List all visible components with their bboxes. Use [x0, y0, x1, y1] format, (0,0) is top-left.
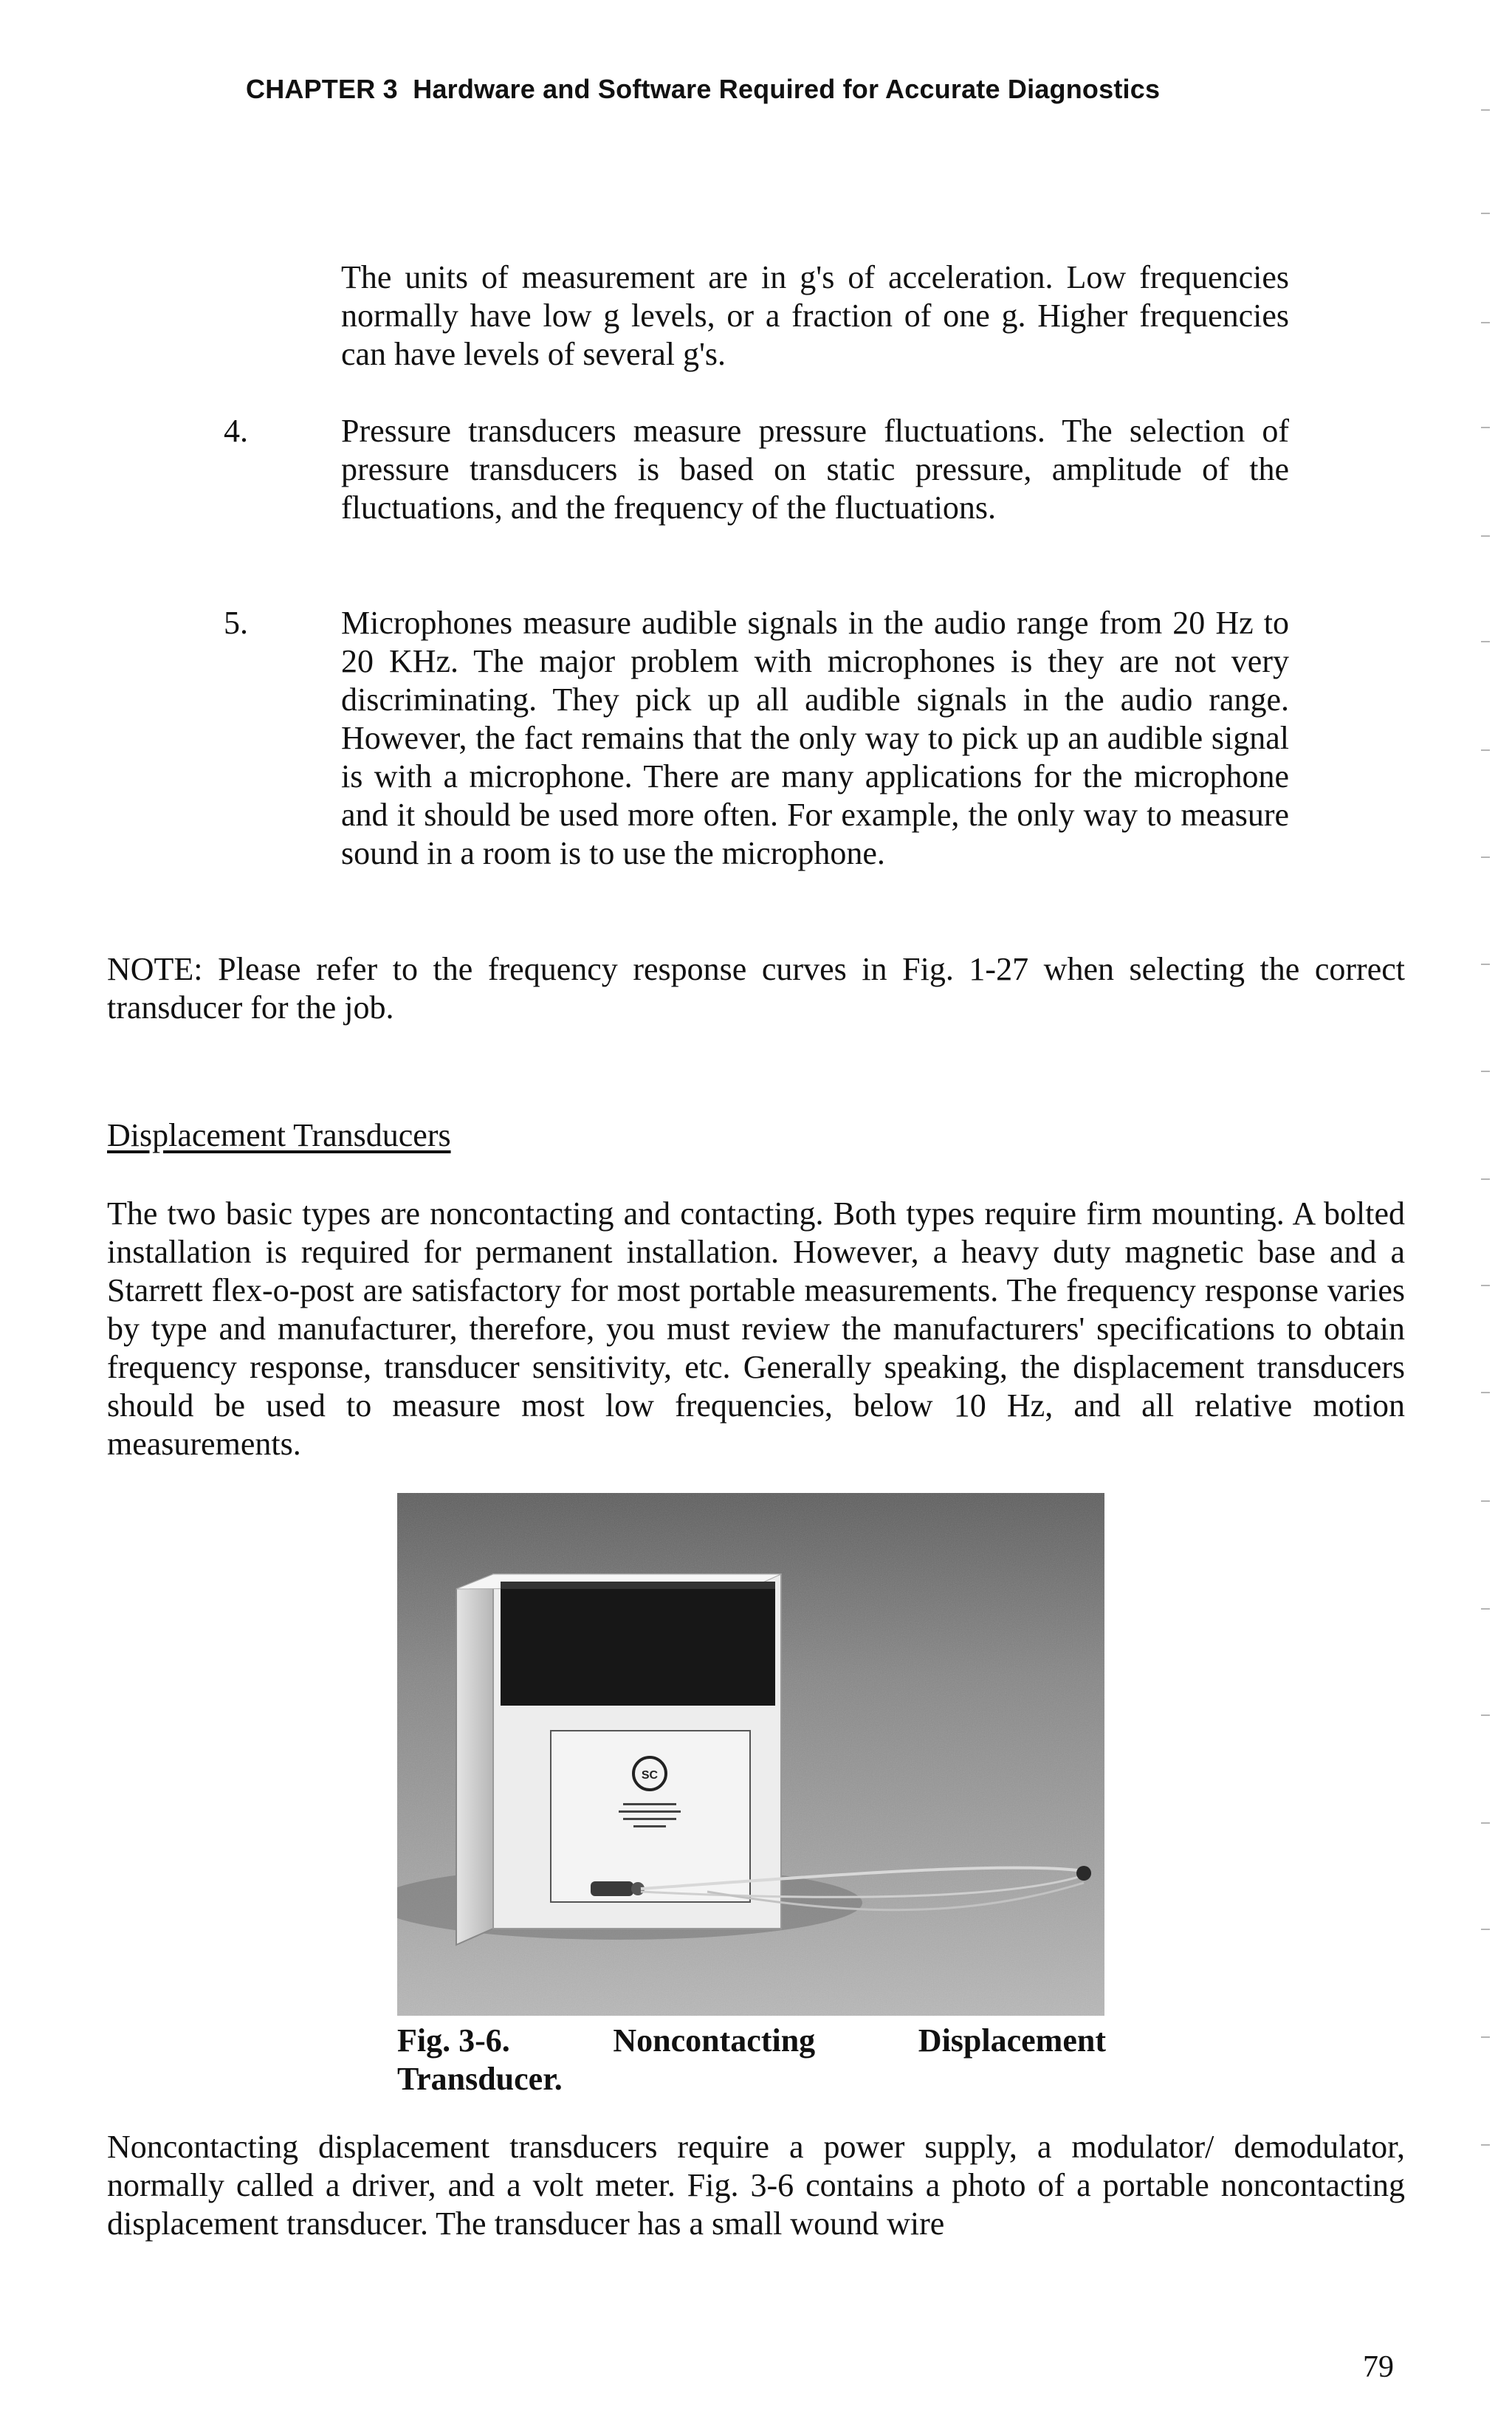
list-item-microphones: Microphones measure audible signals in the audio range from 20 Hz to 20 KHz. The major problem with microphones is they are not very discriminating. They pick up all audible signals in the audio range. However, the fact remains that the only way to pick up an audible signal is with a microphone. There are many applications for the microphone and it should be used more often. For example, the only way to measure sound in a room is to use the microphone.: [341, 605, 1289, 871]
figure-caption-line-2: Transducer.: [397, 2061, 563, 2097]
margin-mark: [1481, 964, 1490, 965]
margin-mark: [1481, 2144, 1490, 2146]
margin-mark: [1481, 535, 1490, 537]
list-item-pressure-transducers: Pressure transducers measure pressure fluctuations. The selection of pressure transducers is based on static pressure, amplitude of the fluctuations, and the frequency of the fluctuations.: [341, 413, 1289, 526]
section-heading: Displacement Transducers: [107, 1117, 451, 1153]
svg-text:SC: SC: [641, 1769, 659, 1782]
margin-mark: [1481, 322, 1490, 323]
transducer-photo: [397, 1493, 1104, 2016]
margin-mark: [1481, 109, 1490, 111]
list-number-4: 4.: [224, 413, 248, 449]
transducer-photo-image: [397, 1493, 1104, 2016]
figure-label: Fig. 3-6.: [397, 2022, 510, 2059]
page-number: 79: [1363, 2350, 1394, 2384]
figure-caption: [397, 2022, 1106, 2098]
margin-mark: [1481, 213, 1490, 214]
margin-mark: [1481, 427, 1490, 428]
margin-mark: [1481, 641, 1490, 642]
chapter-title: Hardware and Software Required for Accurate Diagnostics: [413, 74, 1161, 104]
figure-caption-line-1: [397, 2022, 1106, 2060]
note-paragraph: NOTE: Please refer to the frequency response curves in Fig. 1-27 when selecting the correct transducer for the job.: [107, 951, 1405, 1026]
margin-mark: [1481, 1285, 1490, 1286]
margin-mark: [1481, 1608, 1490, 1610]
list-number-5: 5.: [224, 605, 248, 641]
margin-mark: [1481, 857, 1490, 858]
margin-mark: [1481, 1822, 1490, 1824]
list-continuation-paragraph: The units of measurement are in g's of acceleration. Low frequencies normally have low g levels, or a fraction of one g. Higher frequencies can have levels of several g's.: [341, 259, 1289, 372]
margin-mark: [1481, 1500, 1490, 1502]
chapter-label: CHAPTER 3: [246, 74, 398, 104]
section-paragraph: The two basic types are noncontacting and contacting. Both types require firm mounting. A bolted installation is required for permanent installation. However, a heavy duty magnetic base and a Starrett flex-o-post are satisfactory for most portable measurements. The frequency response varies by type and manufacturer, therefore, you must review the manufacturers' specifications to obtain frequency response, transducer sensitivity, etc. Generally speaking, the displacement transducers should be used to measure most low frequencies, below 10 Hz, and all relative motion measurements.: [107, 1195, 1405, 1462]
margin-mark: [1481, 1929, 1490, 1930]
running-header: [246, 74, 1160, 105]
figure-caption-word-1: Noncontacting: [613, 2022, 816, 2059]
margin-mark: [1481, 749, 1490, 751]
margin-mark: [1481, 2036, 1490, 2038]
margin-mark: [1481, 1392, 1490, 1393]
margin-mark: [1481, 1714, 1490, 1716]
figure-caption-word-2: Displacement: [918, 2022, 1106, 2059]
final-paragraph: Noncontacting displacement transducers require a power supply, a modulator/ demodulator, normally called a driver, and a volt meter. Fig. 3-6 contains a photo of a portable noncontacting displacement transducer. The transducer has a small wound wire: [107, 2129, 1405, 2242]
margin-mark: [1481, 1071, 1490, 1072]
margin-mark: [1481, 1178, 1490, 1180]
